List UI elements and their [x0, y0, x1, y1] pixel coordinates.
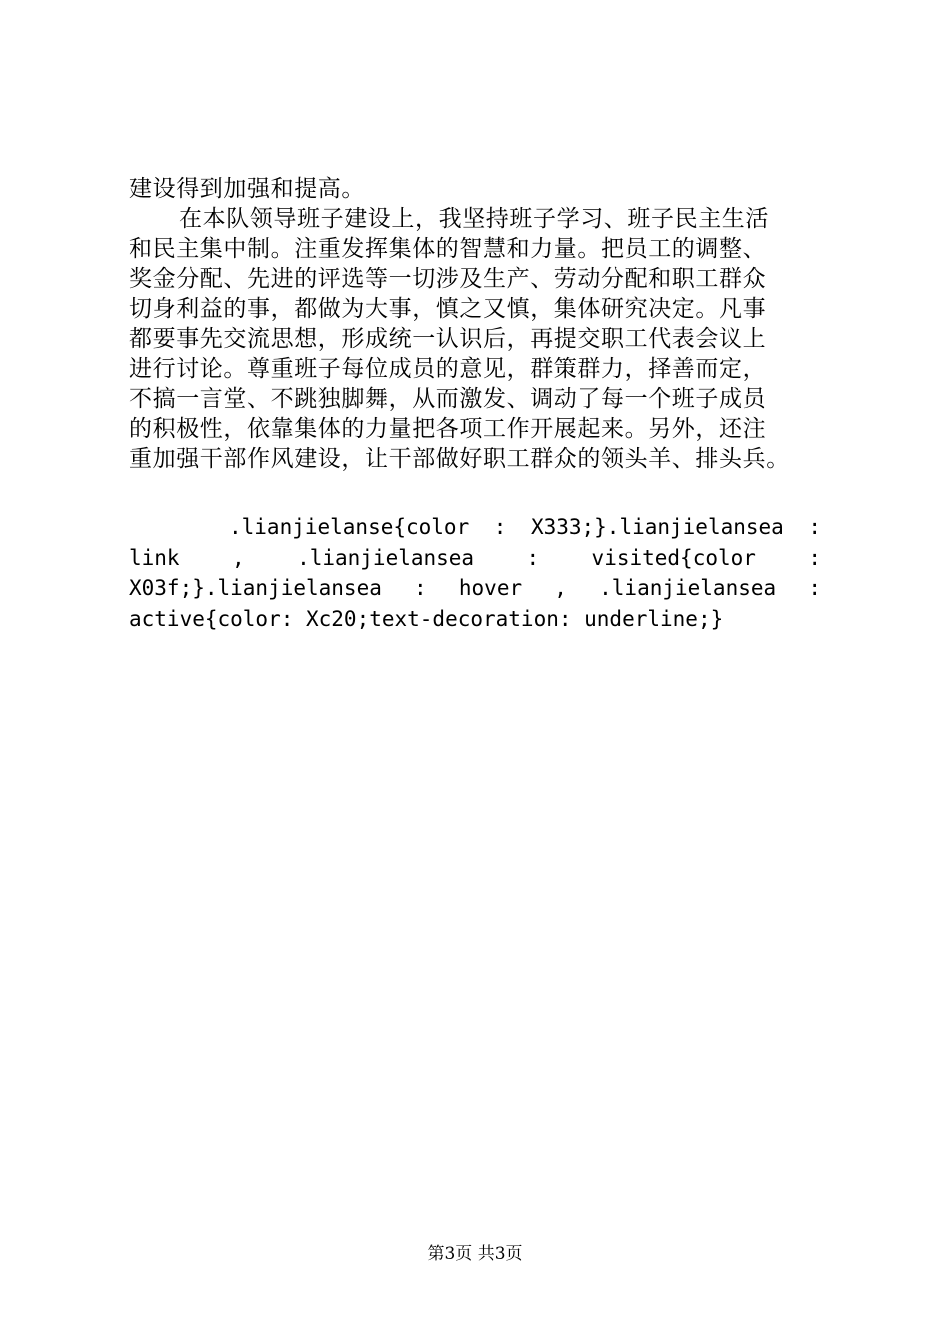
paragraph-line: 切身利益的事，都做为大事，慎之又慎，集体研究决定。凡事: [129, 296, 767, 322]
code-line: .lianjielanse{color : X333;}.lianjielansea :: [229, 515, 821, 539]
paragraph-line: 奖金分配、先进的评选等一切涉及生产、劳动分配和职工群众: [129, 266, 767, 292]
paragraph-line: 建设得到加强和提高。: [129, 176, 365, 202]
paragraph-line: 不搞一言堂、不跳独脚舞，从而激发、调动了每一个班子成员: [129, 386, 767, 412]
paragraph-line: 都要事先交流思想，形成统一认识后，再提交职工代表会议上: [129, 326, 767, 352]
paragraph-line: 重加强干部作风建设，让干部做好职工群众的领头羊、排头兵。: [129, 446, 790, 472]
css-code-text: [129, 512, 821, 634]
paragraph-line: 进行讨论。尊重班子每位成员的意见，群策群力，择善而定，: [129, 356, 767, 382]
paragraph-line: 和民主集中制。注重发挥集体的智慧和力量。把员工的调整、: [129, 236, 767, 262]
code-line: active{color: Xc20;text-decoration: underline;}: [129, 606, 724, 631]
page-number-footer: 第3页 共3页: [427, 1244, 523, 1264]
paragraph-line: 的积极性，依靠集体的力量把各项工作开展起来。另外，还注: [129, 416, 767, 442]
body-text: [129, 174, 839, 474]
code-line: X03f;}.lianjielansea : hover , .lianjielansea :: [129, 576, 821, 600]
paragraph-line: 在本队领导班子建设上，我坚持班子学习、班子民主生活: [179, 206, 769, 232]
code-line: link , .lianjielansea : visited{color :: [129, 545, 821, 570]
